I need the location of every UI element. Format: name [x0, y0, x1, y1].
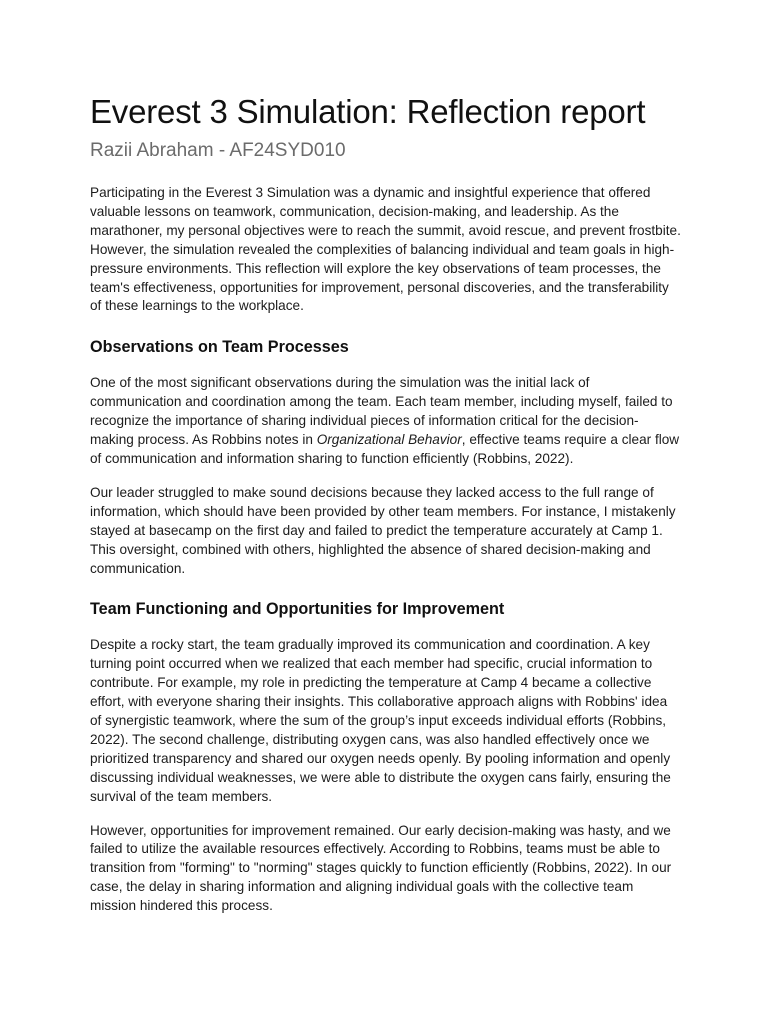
book-title-italic: Organizational Behavior [316, 432, 462, 448]
intro-paragraph: Participating in the Everest 3 Simulation was a dynamic and insightful experience that offered valuable lessons on teamwork, communication, decision-making, and leadership. As the marathoner, my personal objectives were to reach the summit, avoid rescue, and prevent frostbite. However, the simulation revealed the complexities of balancing individual and team goals in high-pressure environments. This reflection will explore the key observations of team processes, the team's effectiveness, opportunities for improvement, personal discoveries, and the transferability of these learnings to the workplace. [90, 185, 681, 314]
observations-p1-text-b: , effective teams require a clear flow of communication and information sharing to function efficiently (Robbins, 2022). [90, 432, 680, 466]
functioning-paragraph-2: However, opportunities for improvement remained. Our early decision-making was hasty, and we failed to utilize the available resources effectively. According to Robbins, teams must be able to transition from "forming" to "norming" stages quickly to function efficiently (Robbins, 2022). In our case, the delay in sharing information and aligning individual goals with the collective team mission hindered this process. [90, 822, 672, 914]
functioning-paragraph-1: Despite a rocky start, the team gradually improved its communication and coordination. A key turning point occurred when we realized that each member had specific, crucial information to contribute. For example, my role in predicting the temperature at Camp 4 became a collective effort, with everyone sharing their insights. This collaborative approach aligns with Robbins' idea of synergistic teamwork, where the sum of the group’s input exceeds individual efforts (Robbins, 2022). The second challenge, distributing oxygen cans, was also handled effectively once we prioritized transparency and shared our oxygen needs openly. By pooling information and openly discussing individual weaknesses, we were able to distribute the oxygen cans fairly, ensuring the survival of the team members. [90, 637, 671, 804]
author-line: Razii Abraham - AF24SYD010 [90, 140, 346, 161]
observations-p1-text-a: One of the most significant observations during the simulation was the initial lack of communication and coordination among the team. Each team member, including myself, failed to recognize the importance of sharing individual pieces of information critical for the decision-making process. As Robbins notes in [90, 375, 673, 448]
observations-paragraph-1 [90, 374, 682, 469]
heading-team-functioning: Team Functioning and Opportunities for Improvement [90, 600, 505, 619]
observations-paragraph-2: Our leader struggled to make sound decisions because they lacked access to the full range of information, which should have been provided by other team members. For instance, I mistakenly stayed at basecamp on the first day and failed to predict the temperature accurately at Camp 1. This oversight, combined with others, highlighted the absence of shared decision-making and communication. [90, 484, 676, 576]
document-title: Everest 3 Simulation: Reflection report [90, 93, 646, 130]
document-page [90, 92, 682, 916]
heading-observations: Observations on Team Processes [90, 338, 349, 357]
